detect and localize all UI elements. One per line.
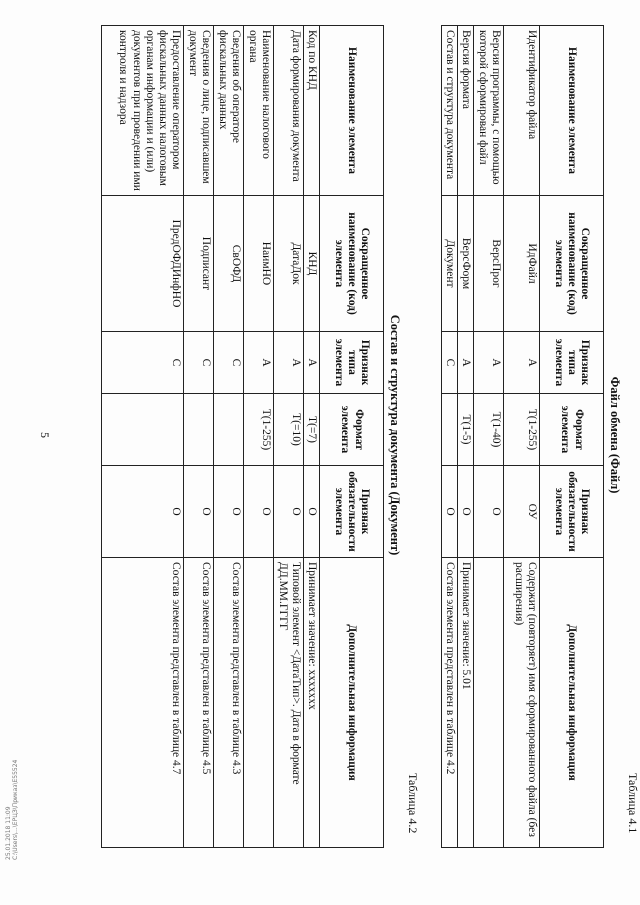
- cell: КНД: [303, 196, 319, 332]
- cell: Состав элемента представлен в таблице 4.5: [184, 558, 214, 848]
- col-header: Формат элемента: [320, 394, 384, 466]
- cell: СвОФД: [214, 196, 244, 332]
- table-4-2-label: Таблица 4.2: [406, 773, 420, 834]
- cell: ДатаДок: [273, 196, 303, 332]
- cell: О: [441, 466, 457, 558]
- cell: ВерсПрог: [474, 196, 504, 332]
- cell: О: [474, 466, 504, 558]
- stamp-line: С:\Users\...\ЕРЦЗ\Приказ\Е55524: [12, 759, 20, 860]
- cell: А: [244, 332, 273, 394]
- cell: О: [102, 466, 184, 558]
- table-4-1-label: Таблица 4.1: [626, 773, 640, 834]
- table-4-1: [441, 25, 604, 848]
- cell: Состав элемента представлен в таблице 4.3: [214, 558, 244, 848]
- cell: Т(=10): [273, 394, 303, 466]
- stamp-line: 25.01.2018 11:09: [5, 806, 12, 860]
- col-header: Дополнительная информация: [320, 558, 384, 848]
- cell: Принимает значение: 5.01: [457, 558, 473, 848]
- table-4-2: [101, 25, 384, 848]
- cell: ОУ: [504, 466, 540, 558]
- cell: О: [273, 466, 303, 558]
- page-number: 5: [38, 432, 52, 438]
- cell: Подписант: [184, 196, 214, 332]
- cell: ИдФайл: [504, 196, 540, 332]
- col-header: Наименование элемента: [540, 26, 604, 196]
- cell: Типовой элемент <ДатаТип>. Дата в формате ДД.ММ.ГГГГ: [273, 558, 303, 848]
- cell: Предоставление оператором фискальных данных налоговым органам информации и (или) документов при проведении ими контроля и надзора: [102, 26, 184, 196]
- cell: Код по КНД: [303, 26, 319, 196]
- col-header: Формат элемента: [540, 394, 604, 466]
- col-header: Признак обязательности элемента: [540, 466, 604, 558]
- table-row: [474, 26, 504, 848]
- cell: А: [303, 332, 319, 394]
- cell: Т(1-5): [457, 394, 473, 466]
- cell: Состав и структура документа: [441, 26, 457, 196]
- cell: Сведения о лице, подписавшем документ: [184, 26, 214, 196]
- cell: Версия программы, с помощью которой сформирован файл: [474, 26, 504, 196]
- cell: [184, 394, 214, 466]
- rotated-content: [40, 15, 640, 855]
- cell: ВерсФорм: [457, 196, 473, 332]
- table-row: [214, 26, 244, 848]
- cell: [474, 558, 504, 848]
- col-header: Признак типа элемента: [540, 332, 604, 394]
- file-stamp: [5, 760, 19, 860]
- cell: С: [102, 332, 184, 394]
- cell: А: [273, 332, 303, 394]
- cell: А: [457, 332, 473, 394]
- table-row: [244, 26, 273, 848]
- cell: [244, 558, 273, 848]
- cell: Т(1-255): [504, 394, 540, 466]
- cell: Документ: [441, 196, 457, 332]
- cell: НаимНО: [244, 196, 273, 332]
- table-row: [303, 26, 319, 848]
- cell: Т(=7): [303, 394, 319, 466]
- cell: Содержит (повторяет) имя сформированного файла (без расширения): [504, 558, 540, 848]
- cell: С: [184, 332, 214, 394]
- cell: О: [184, 466, 214, 558]
- cell: Версия формата: [457, 26, 473, 196]
- col-header: Признак обязательности элемента: [320, 466, 384, 558]
- cell: А: [474, 332, 504, 394]
- table-row: [441, 26, 457, 848]
- cell: С: [441, 332, 457, 394]
- col-header: Дополнительная информация: [540, 558, 604, 848]
- cell: [102, 394, 184, 466]
- table-header-row: [540, 26, 604, 848]
- cell: Идентификатор файла: [504, 26, 540, 196]
- cell: Т(1-40): [474, 394, 504, 466]
- cell: Т(1-255): [244, 394, 273, 466]
- cell: Принимает значение: ххххххх: [303, 558, 319, 848]
- cell: Наименование налогового органа: [244, 26, 273, 196]
- table-4-1-title: Файл обмена (Файл): [608, 376, 622, 494]
- table-row: [457, 26, 473, 848]
- table-header-row: [320, 26, 384, 848]
- table-row: [273, 26, 303, 848]
- table-row: [102, 26, 184, 848]
- cell: О: [244, 466, 273, 558]
- cell: О: [303, 466, 319, 558]
- col-header: Сокращенное наименование (код) элемента: [320, 196, 384, 332]
- cell: [214, 394, 244, 466]
- col-header: Признак типа элемента: [320, 332, 384, 394]
- cell: Дата формирования документа: [273, 26, 303, 196]
- cell: Состав элемента представлен в таблице 4.2: [441, 558, 457, 848]
- cell: Сведения об операторе фискальных данных: [214, 26, 244, 196]
- table-row: [184, 26, 214, 848]
- table-4-2-title: Состав и структура документа (Документ): [388, 314, 402, 556]
- col-header: Наименование элемента: [320, 26, 384, 196]
- col-header: Сокращенное наименование (код) элемента: [540, 196, 604, 332]
- cell: [441, 394, 457, 466]
- cell: С: [214, 332, 244, 394]
- cell: О: [214, 466, 244, 558]
- cell: О: [457, 466, 473, 558]
- cell: ПредОФДИнфНО: [102, 196, 184, 332]
- cell: А: [504, 332, 540, 394]
- table-row: [504, 26, 540, 848]
- cell: Состав элемента представлен в таблице 4.7: [102, 558, 184, 848]
